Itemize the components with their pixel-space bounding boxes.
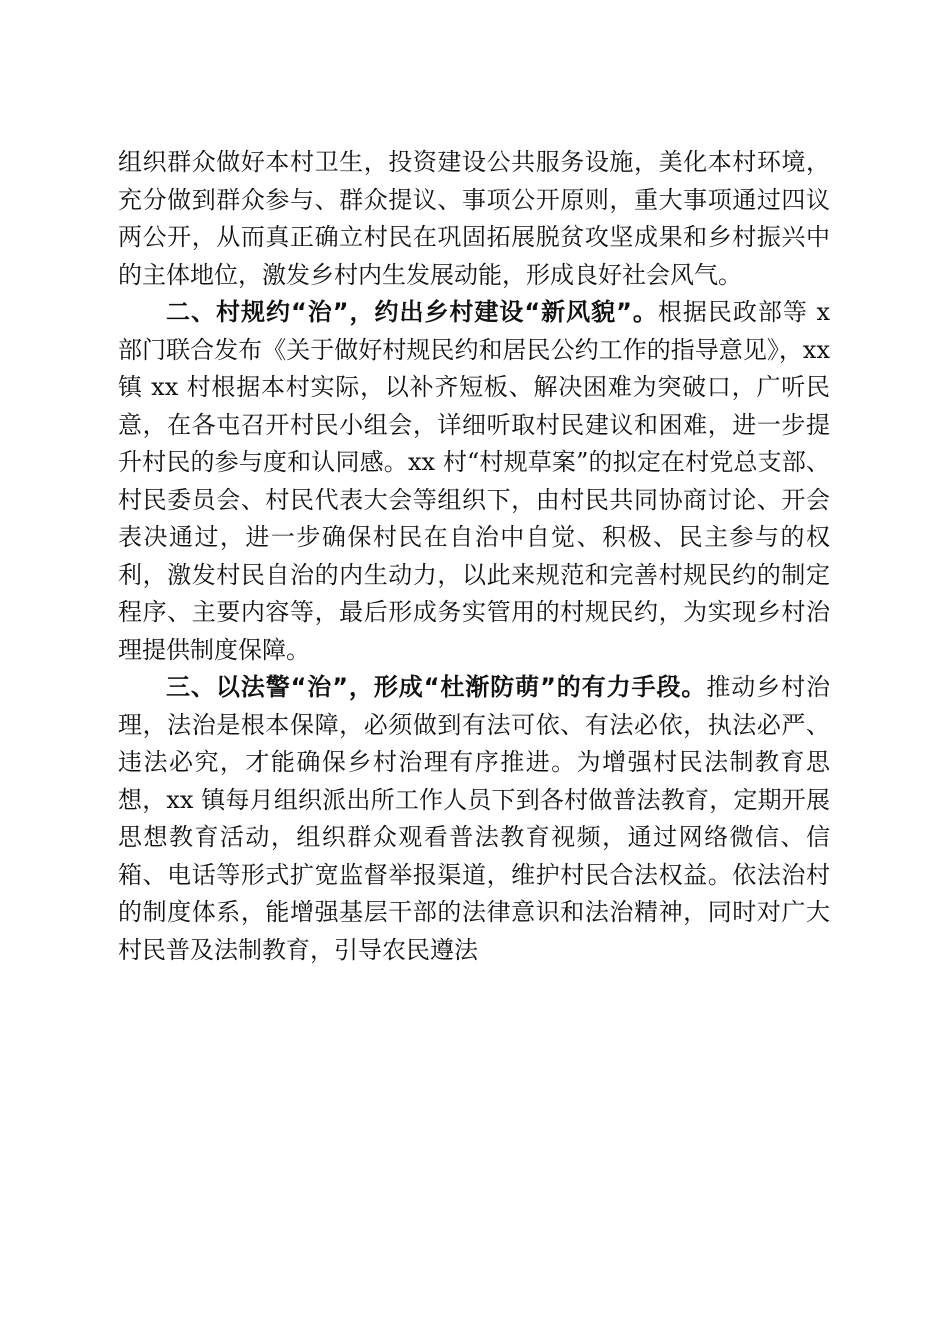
section-heading-2: 二、村规约“治”，约出乡村建设“新风貌”。 xyxy=(166,298,658,326)
paragraph-continuation xyxy=(118,144,830,294)
paragraph-section-2 xyxy=(118,294,830,669)
paragraph-body: 组织群众做好本村卫生，投资建设公共服务设施，美化本村环境，充分做到群众参与、群众提议、事项公开原则，重大事项通过四议两公开，从而真正确立村民在巩固拓展脱贫攻坚成果和乡村振兴中的主体地位，激发乡村内生发展动能，形成良好社会风气。 xyxy=(118,148,830,289)
paragraph-body: 根据民政部等 x 部门联合发布《关于做好村规民约和居民公约工作的指导意见》，xx 镇 xx 村根据本村实际，以补齐短板、解决困难为突破口，广听民意，在各屯召开村民小组会，详细听取村民建议和困难，进一步提升村民的参与度和认同感。xx 村“村规草案”的拟定在村党总支部、村民委员会、村民代表大会等组织下，由村民共同协商讨论、开会表决通过，进一步确保村民在自治中自觉、积极、民主参与的权利，激发村民自治的内生动力，以此来规范和完善村规民约的制定程序、主要内容等，最后形成务实管用的村规民约，为实现乡村治理提供制度保障。 xyxy=(118,298,831,664)
document-page xyxy=(118,144,830,969)
paragraph-section-3 xyxy=(118,669,830,969)
section-heading-3: 三、以法警“治”，形成“杜渐防萌”的有力手段。 xyxy=(166,673,707,701)
paragraph-body: 推动乡村治理，法治是根本保障，必须做到有法可依、有法必依，执法必严、违法必究，才能确保乡村治理有序推进。为增强村民法制教育思想，xx 镇每月组织派出所工作人员下到各村做普法教育，定期开展思想教育活动，组织群众观看普法教育视频，通过网络微信、信箱、电话等形式扩宽监督举报渠道，维护村民合法权益。依法治村的制度体系，能增强基层干部的法律意识和法治精神，同时对广大村民普及法制教育，引导农民遵法 xyxy=(118,673,831,964)
